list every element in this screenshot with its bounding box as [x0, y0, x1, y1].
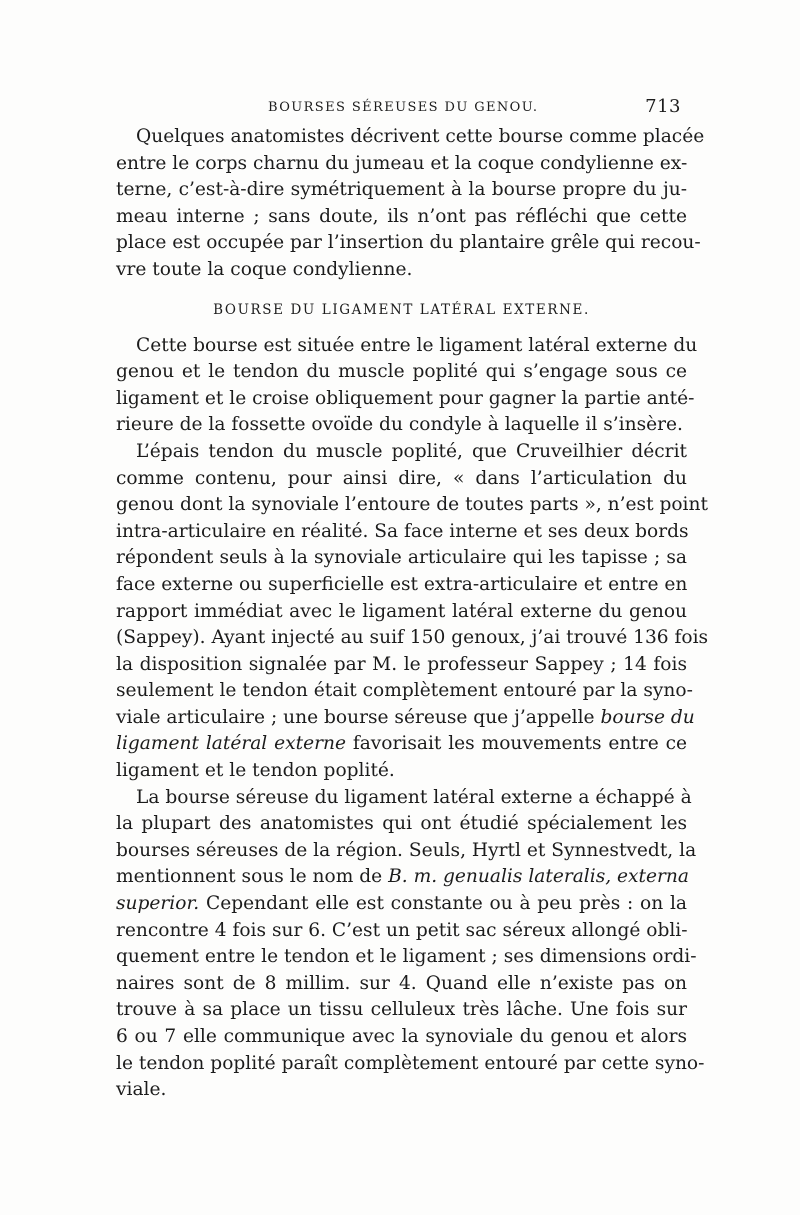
text-line: la disposition signalée par M. le professeur Sappey ; 14 fois [116, 653, 687, 675]
paragraph-1 [116, 124, 705, 284]
text-run: Cependant elle est constante ou à peu près : on la [199, 893, 687, 915]
text-line: répondent seuls à la synoviale articulaire qui les tapisse ; sa [116, 547, 687, 569]
text-line: La bourse séreuse du ligament latéral externe a échappé à [136, 786, 692, 808]
text-line: bourses séreuses de la région. Seuls, Hyrtl et Synnestvedt, la [116, 839, 697, 861]
text-line: rapport immédiat avec le ligament latéral externe du genou [116, 600, 687, 622]
running-head [116, 94, 687, 124]
text-line [116, 891, 687, 918]
italic-term: superior. [116, 893, 200, 915]
text-line: genou et le tendon du muscle poplité qui s’engage sous ce [116, 361, 687, 383]
text-line [116, 705, 695, 732]
section-heading: BOURSE DU LIGAMENT LATÉRAL EXTERNE. [213, 301, 590, 318]
text-block [116, 94, 709, 1104]
paragraph-2 [116, 333, 698, 439]
text-line: Cette bourse est située entre le ligament latéral externe du [136, 334, 698, 356]
text-line [116, 731, 687, 758]
text-line: entre le corps charnu du jumeau et la coque condylienne ex- [116, 152, 688, 174]
text-line: intra-articulaire en réalité. Sa face interne et ses deux bords [116, 520, 689, 542]
italic-term: B. m. genualis lateralis, externa [388, 866, 689, 888]
italic-term: bourse du [600, 706, 695, 728]
text-line: viale. [116, 1079, 167, 1101]
text-line: trouve à sa place un tissu celluleux très lâche. Une fois sur [116, 999, 687, 1021]
text-line: L’épais tendon du muscle poplité, que Cruveilhier décrit [136, 440, 687, 462]
text-line: 6 ou 7 elle communique avec la synoviale du genou et alors [116, 1026, 687, 1047]
text-run: viale articulaire ; une bourse séreuse que j’appelle [116, 706, 601, 728]
text-line: ligament et le tendon poplité. [116, 760, 395, 782]
text-line: ligament et le croise obliquement pour gagner la partie anté- [116, 387, 695, 409]
text-line: genou dont la synoviale l’entoure de toutes parts », n’est point [116, 494, 708, 516]
text-line: la plupart des anatomistes qui ont étudié spécialement les [116, 813, 687, 835]
text-line: naires sont de 8 millim. sur 4. Quand elle n’existe pas on [116, 972, 687, 994]
text-line: rieure de la fossette ovoïde du condyle à laquelle il s’insère. [116, 414, 683, 436]
text-line: (Sappey). Ayant injecté au suif 150 genoux, j’ai trouvé 136 fois [116, 627, 709, 649]
text-line: rencontre 4 fois sur 6. C’est un petit sac séreux allongé obli- [116, 919, 688, 941]
text-line: meau interne ; sans doute, ils n’ont pas réfléchi que cette [116, 205, 687, 227]
italic-term: ligament latéral externe [116, 733, 346, 755]
page-number: 713 [645, 96, 681, 117]
paragraph-4 [116, 785, 705, 1104]
text-line: vre toute la coque condylienne. [116, 258, 413, 280]
text-line: terne, c’est-à-dire symétriquement à la bourse propre du ju- [116, 179, 687, 201]
text-line: le tendon poplité paraît complètement entouré par cette syno- [116, 1052, 705, 1074]
text-run: mentionnent sous le nom de [116, 866, 389, 888]
text-line: comme contenu, pour ainsi dire, « dans l’articulation du [116, 467, 687, 489]
paragraph-3 [116, 439, 709, 785]
text-run: favorisait les mouvements entre ce [345, 733, 687, 755]
running-title: BOURSES SÉREUSES DU GENOU. [268, 100, 539, 115]
text-line: face externe ou superficielle est extra-articulaire et entre en [116, 573, 688, 595]
text-line: Quelques anatomistes décrivent cette bourse comme placée [136, 126, 705, 147]
text-line [116, 864, 687, 891]
text-line: seulement le tendon était complètement entouré par la syno- [116, 680, 693, 702]
text-line: place est occupée par l’insertion du plantaire grêle qui recou- [116, 232, 701, 254]
text-line: quement entre le tendon et le ligament ; ses dimensions ordi- [116, 946, 697, 968]
